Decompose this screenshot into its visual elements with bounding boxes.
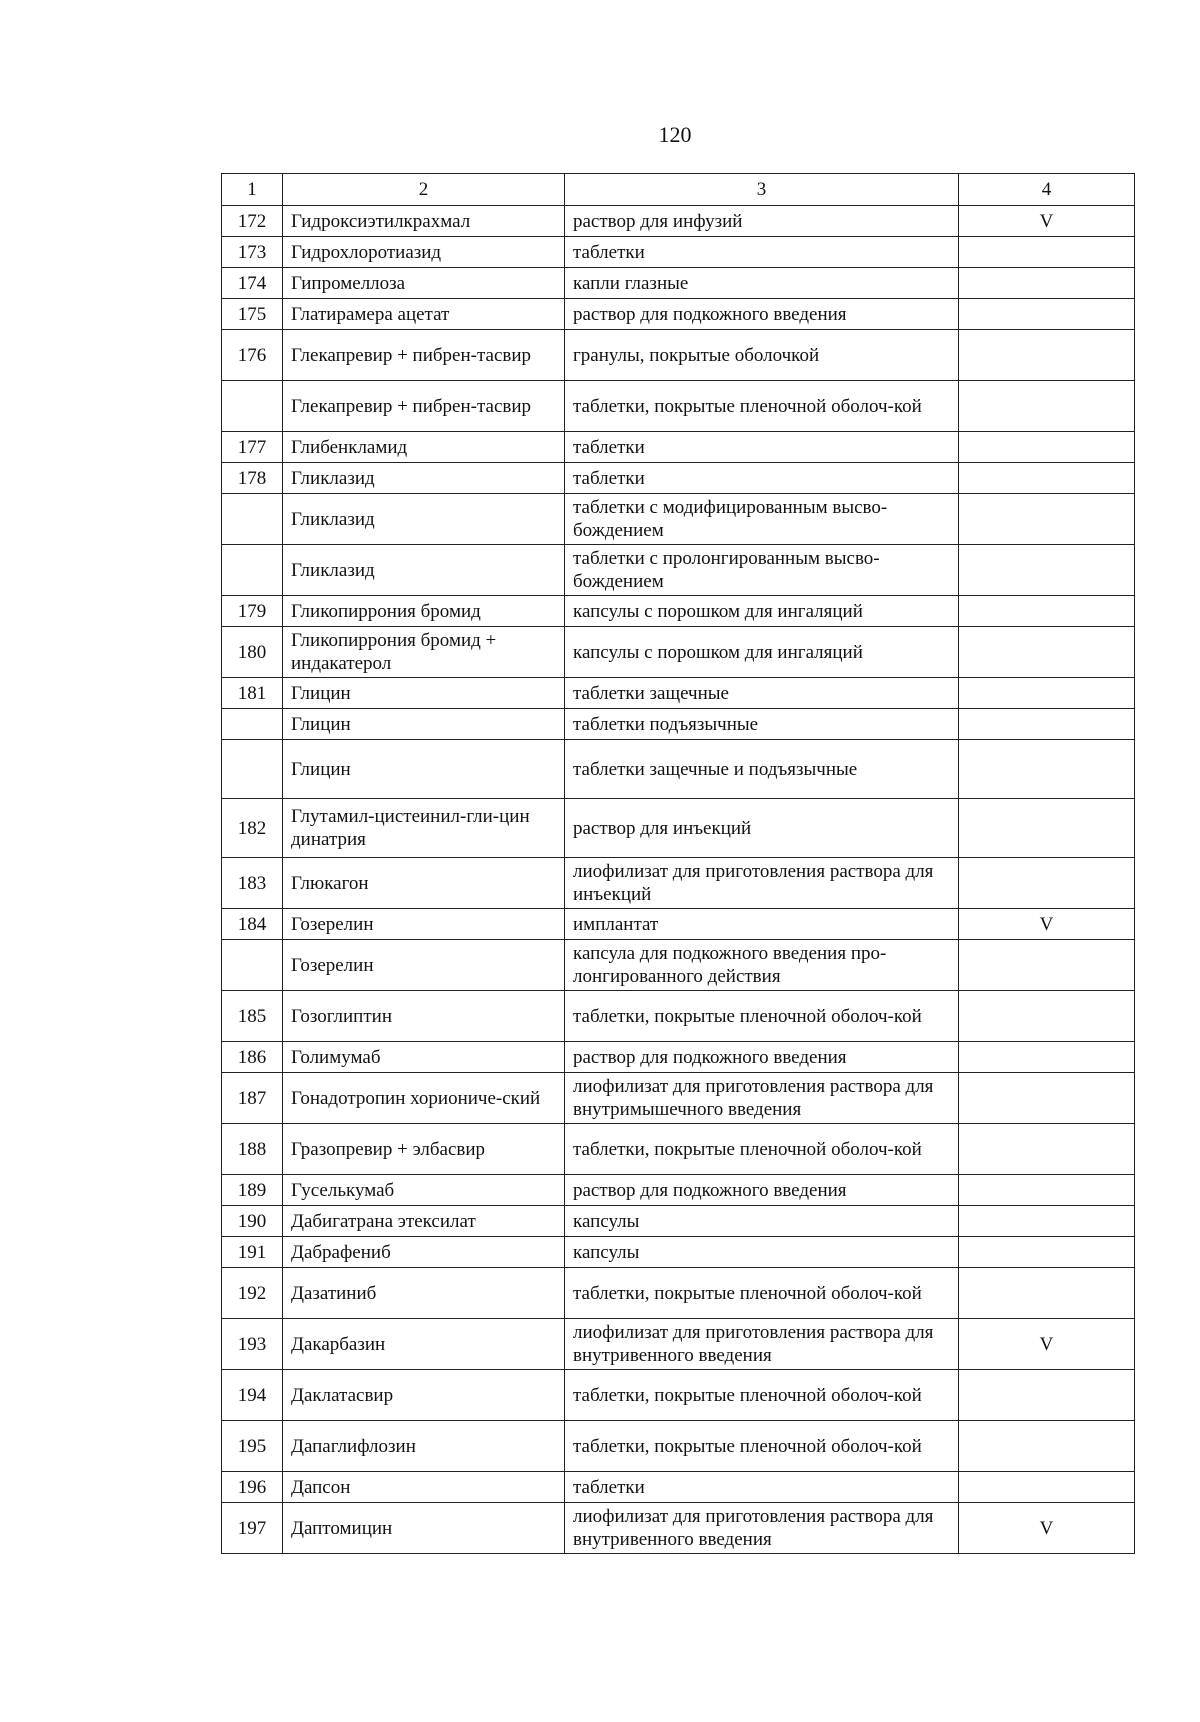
table-row	[222, 432, 1135, 463]
table-row	[222, 1421, 1135, 1472]
cell-dosage-form: таблетки защечные	[565, 678, 959, 709]
cell-dosage-form: лиофилизат для приготовления раствора для внутримышечного введения	[565, 1073, 959, 1124]
cell-number: 185	[222, 991, 283, 1042]
table-row	[222, 1370, 1135, 1421]
cell-dosage-form: капсулы с порошком для ингаляций	[565, 627, 959, 678]
cell-drug-name: Гипромеллоза	[283, 268, 565, 299]
cell-drug-name: Глибенкламид	[283, 432, 565, 463]
column-header-2: 2	[283, 174, 565, 206]
cell-number: 186	[222, 1042, 283, 1073]
cell-number: 184	[222, 909, 283, 940]
cell-dosage-form: таблетки с модифицированным высво-бождением	[565, 494, 959, 545]
cell-drug-name: Даптомицин	[283, 1503, 565, 1554]
table-row	[222, 940, 1135, 991]
cell-number: 194	[222, 1370, 283, 1421]
page-number: 120	[658, 122, 692, 147]
cell-vital-mark	[959, 432, 1135, 463]
table-row	[222, 330, 1135, 381]
cell-drug-name: Гликлазид	[283, 463, 565, 494]
table-row	[222, 1206, 1135, 1237]
cell-vital-mark	[959, 1073, 1135, 1124]
cell-number: 172	[222, 206, 283, 237]
cell-dosage-form: капсулы	[565, 1206, 959, 1237]
cell-dosage-form: раствор для инъекций	[565, 799, 959, 858]
cell-dosage-form: таблетки, покрытые пленочной оболоч-кой	[565, 1370, 959, 1421]
cell-vital-mark	[959, 381, 1135, 432]
cell-vital-mark	[959, 596, 1135, 627]
cell-vital-mark	[959, 1042, 1135, 1073]
cell-vital-mark	[959, 494, 1135, 545]
cell-dosage-form: лиофилизат для приготовления раствора для внутривенного введения	[565, 1503, 959, 1554]
cell-vital-mark	[959, 1237, 1135, 1268]
table-row	[222, 740, 1135, 799]
cell-drug-name: Глутамил-цистеинил-гли-цин динатрия	[283, 799, 565, 858]
cell-drug-name: Дабигатрана этексилат	[283, 1206, 565, 1237]
cell-vital-mark	[959, 1370, 1135, 1421]
cell-drug-name: Глицин	[283, 740, 565, 799]
column-header-3: 3	[565, 174, 959, 206]
cell-drug-name: Глекапревир + пибрен-тасвир	[283, 330, 565, 381]
table-body	[222, 206, 1135, 1554]
cell-drug-name: Гуселькумаб	[283, 1175, 565, 1206]
cell-dosage-form: таблетки, покрытые пленочной оболоч-кой	[565, 1124, 959, 1175]
cell-dosage-form: таблетки подъязычные	[565, 709, 959, 740]
cell-vital-mark	[959, 678, 1135, 709]
cell-vital-mark: V	[959, 909, 1135, 940]
table-row	[222, 991, 1135, 1042]
cell-number: 180	[222, 627, 283, 678]
table-row	[222, 1319, 1135, 1370]
cell-dosage-form: таблетки защечные и подъязычные	[565, 740, 959, 799]
table-row	[222, 206, 1135, 237]
cell-dosage-form: лиофилизат для приготовления раствора для внутривенного введения	[565, 1319, 959, 1370]
table-row	[222, 909, 1135, 940]
cell-vital-mark	[959, 268, 1135, 299]
cell-dosage-form: таблетки	[565, 463, 959, 494]
cell-number: 179	[222, 596, 283, 627]
cell-drug-name: Гликопиррония бромид	[283, 596, 565, 627]
cell-dosage-form: лиофилизат для приготовления раствора для инъекций	[565, 858, 959, 909]
cell-dosage-form: капсулы	[565, 1237, 959, 1268]
cell-dosage-form: таблетки, покрытые пленочной оболоч-кой	[565, 1421, 959, 1472]
cell-vital-mark: V	[959, 206, 1135, 237]
cell-drug-name: Глюкагон	[283, 858, 565, 909]
cell-drug-name: Голимумаб	[283, 1042, 565, 1073]
cell-dosage-form: таблетки, покрытые пленочной оболоч-кой	[565, 1268, 959, 1319]
cell-drug-name: Гразопревир + элбасвир	[283, 1124, 565, 1175]
cell-number: 189	[222, 1175, 283, 1206]
table-row	[222, 1237, 1135, 1268]
cell-drug-name: Даклатасвир	[283, 1370, 565, 1421]
cell-vital-mark	[959, 1206, 1135, 1237]
cell-vital-mark: V	[959, 1503, 1135, 1554]
table-row	[222, 627, 1135, 678]
table-row	[222, 1124, 1135, 1175]
cell-dosage-form: раствор для инфузий	[565, 206, 959, 237]
table-row	[222, 596, 1135, 627]
cell-number: 195	[222, 1421, 283, 1472]
cell-drug-name: Дазатиниб	[283, 1268, 565, 1319]
cell-number: 174	[222, 268, 283, 299]
cell-vital-mark	[959, 1268, 1135, 1319]
cell-drug-name: Гликлазид	[283, 494, 565, 545]
table-row	[222, 1042, 1135, 1073]
table-row	[222, 709, 1135, 740]
cell-dosage-form: капсула для подкожного введения про-лонгированного действия	[565, 940, 959, 991]
cell-number: 190	[222, 1206, 283, 1237]
table-row	[222, 1268, 1135, 1319]
cell-vital-mark	[959, 740, 1135, 799]
cell-vital-mark	[959, 799, 1135, 858]
table-row	[222, 1472, 1135, 1503]
cell-drug-name: Глицин	[283, 678, 565, 709]
cell-drug-name: Гозерелин	[283, 940, 565, 991]
table-row	[222, 858, 1135, 909]
cell-dosage-form: капсулы с порошком для ингаляций	[565, 596, 959, 627]
table-row	[222, 237, 1135, 268]
cell-number: 187	[222, 1073, 283, 1124]
drug-table	[221, 173, 1135, 1554]
table-row	[222, 545, 1135, 596]
table-row	[222, 494, 1135, 545]
cell-number: 191	[222, 1237, 283, 1268]
cell-dosage-form: таблетки	[565, 1472, 959, 1503]
cell-drug-name: Гликлазид	[283, 545, 565, 596]
cell-dosage-form: таблетки	[565, 432, 959, 463]
column-header-1: 1	[222, 174, 283, 206]
cell-number	[222, 381, 283, 432]
table-row	[222, 799, 1135, 858]
cell-drug-name: Глатирамера ацетат	[283, 299, 565, 330]
cell-dosage-form: гранулы, покрытые оболочкой	[565, 330, 959, 381]
cell-drug-name: Глекапревир + пибрен-тасвир	[283, 381, 565, 432]
cell-vital-mark	[959, 940, 1135, 991]
cell-dosage-form: раствор для подкожного введения	[565, 1042, 959, 1073]
table-row	[222, 1175, 1135, 1206]
cell-drug-name: Гликопиррония бромид + индакатерол	[283, 627, 565, 678]
table-row	[222, 1503, 1135, 1554]
cell-number: 181	[222, 678, 283, 709]
cell-vital-mark: V	[959, 1319, 1135, 1370]
cell-dosage-form: таблетки с пролонгированным высво-бождением	[565, 545, 959, 596]
cell-dosage-form: имплантат	[565, 909, 959, 940]
cell-vital-mark	[959, 1175, 1135, 1206]
cell-drug-name: Гидроксиэтилкрахмал	[283, 206, 565, 237]
cell-drug-name: Глицин	[283, 709, 565, 740]
cell-vital-mark	[959, 299, 1135, 330]
cell-dosage-form: капли глазные	[565, 268, 959, 299]
cell-number: 196	[222, 1472, 283, 1503]
table-row	[222, 1073, 1135, 1124]
cell-vital-mark	[959, 330, 1135, 381]
cell-number	[222, 494, 283, 545]
cell-drug-name: Дакарбазин	[283, 1319, 565, 1370]
cell-number: 192	[222, 1268, 283, 1319]
cell-vital-mark	[959, 991, 1135, 1042]
cell-vital-mark	[959, 545, 1135, 596]
table-header	[222, 174, 1135, 206]
cell-number: 193	[222, 1319, 283, 1370]
table-row	[222, 299, 1135, 330]
cell-vital-mark	[959, 463, 1135, 494]
cell-dosage-form: раствор для подкожного введения	[565, 299, 959, 330]
cell-drug-name: Дапаглифлозин	[283, 1421, 565, 1472]
cell-drug-name: Гозоглиптин	[283, 991, 565, 1042]
cell-number	[222, 709, 283, 740]
cell-number: 177	[222, 432, 283, 463]
cell-number: 173	[222, 237, 283, 268]
cell-dosage-form: таблетки	[565, 237, 959, 268]
cell-vital-mark	[959, 709, 1135, 740]
table-row	[222, 463, 1135, 494]
cell-number: 175	[222, 299, 283, 330]
cell-drug-name: Дапсон	[283, 1472, 565, 1503]
cell-number: 183	[222, 858, 283, 909]
cell-number: 188	[222, 1124, 283, 1175]
cell-dosage-form: таблетки, покрытые пленочной оболоч-кой	[565, 991, 959, 1042]
cell-number: 197	[222, 1503, 283, 1554]
column-header-4: 4	[959, 174, 1135, 206]
cell-drug-name: Гонадотропин хориониче-ский	[283, 1073, 565, 1124]
cell-number: 176	[222, 330, 283, 381]
table-row	[222, 381, 1135, 432]
cell-number: 178	[222, 463, 283, 494]
cell-vital-mark	[959, 1421, 1135, 1472]
cell-vital-mark	[959, 627, 1135, 678]
table-row	[222, 268, 1135, 299]
cell-dosage-form: таблетки, покрытые пленочной оболоч-кой	[565, 381, 959, 432]
cell-vital-mark	[959, 1124, 1135, 1175]
cell-vital-mark	[959, 858, 1135, 909]
cell-drug-name: Гидрохлоротиазид	[283, 237, 565, 268]
cell-vital-mark	[959, 237, 1135, 268]
cell-drug-name: Дабрафениб	[283, 1237, 565, 1268]
cell-vital-mark	[959, 1472, 1135, 1503]
cell-number	[222, 940, 283, 991]
cell-number	[222, 740, 283, 799]
cell-number: 182	[222, 799, 283, 858]
cell-dosage-form: раствор для подкожного введения	[565, 1175, 959, 1206]
cell-drug-name: Гозерелин	[283, 909, 565, 940]
table-row	[222, 678, 1135, 709]
cell-number	[222, 545, 283, 596]
